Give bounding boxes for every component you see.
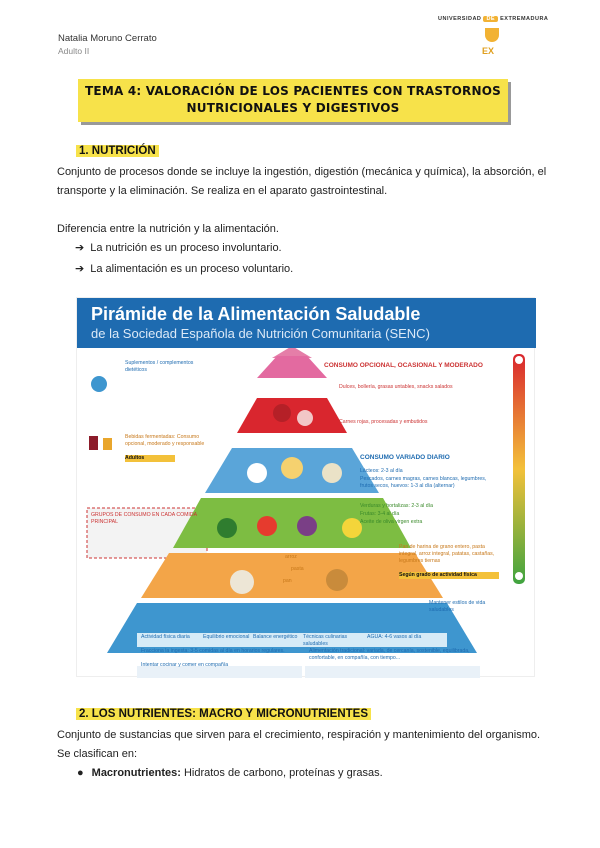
banana-icon [342,518,362,538]
milk-icon [247,463,267,483]
list-item [77,767,383,779]
base-label-4: Técnicas culinarias saludables [303,634,348,647]
label-consumo-opcional: CONSUMO OPCIONAL, OCASIONAL Y MODERADO [324,362,483,369]
label-dulces: Dulces, bollería, grasas untables, snacks salados [339,384,453,390]
course-name: Adulto II [58,46,90,56]
bottom-right-box [305,666,480,678]
label-pescados: Pescados, carnes magras, carnes blancas, legumbres, frutos secos, huevos: 1-3 al día (alternar) [360,476,487,489]
logo-text-left: UNIVERSIDAD [438,16,482,22]
section-heading-nutricion: 1. NUTRICIÓN [76,145,159,157]
logo-u-shape [485,28,499,42]
bullet-text: Hidratos de carbono, proteínas y grasas. [180,767,383,779]
pan-tag-pan: pan [283,578,292,584]
label-actividad: Según grado de actividad física [399,572,499,579]
frequency-gradient-bar [513,354,525,584]
section2-para-line1: Conjunto de sustancias que sirven para el crecimiento, respiración y mantenimiento del organismo. [57,729,541,741]
gradient-top-icon [515,356,523,364]
section2-paragraph [57,726,557,764]
meat-icon [273,404,291,422]
university-logo [438,16,556,70]
label-bebidas: Bebidas fermentadas: Consumo opcional, moderado y responsable [125,434,205,447]
tier-carnes [237,398,347,433]
author-block [58,33,157,57]
bottom-left-text-1: Fracciona la ingesta: 3-5 comidas al día en horarios regulares. [141,648,285,654]
label-pan: Pan de harina de grano entero, pasta integral, arroz integral, patatas, castañas, legumbres tiernas [399,544,495,564]
logo-text-right: EXTREMADURA [500,16,549,22]
wine-glass-icon [89,436,98,450]
label-carnes: Carnes rojas, procesadas y embutidos [339,419,428,425]
label-frutas: Frutas: 3-4 al día [360,511,400,517]
broccoli-icon [217,518,237,538]
bottom-right-text: Alimentación tradicional: variada, de cercanía, sostenible, equilibrada, confortable, en compañía, con tiempo... [309,648,470,661]
pan-tag-pasta: pasta [291,566,304,572]
tomato-icon [257,516,277,536]
title-line-1: TEMA 4: VALORACIÓN DE LOS PACIENTES CON TRASTORNOS [85,84,501,98]
author-name: Natalia Moruno Cerrato [58,33,157,44]
pan-tag-arroz: arroz [285,554,297,560]
arrow-icon: ➔ [75,241,85,254]
section2-para-line2: Se clasifican en: [57,748,138,760]
logo-ex: EX [482,46,495,56]
bullet-label: Macronutrientes: [91,767,181,779]
section1-diff: Diferencia entre la nutrición y la alimentación. [57,223,279,235]
gradient-bottom-icon [515,572,523,580]
arrow-icon: ➔ [75,262,85,275]
logo-text-mid: DE [483,16,498,22]
section-heading-nutrientes: 2. LOS NUTRIENTES: MACRO Y MICRONUTRIENTES [76,708,371,720]
title-line-2: NUTRICIONALES Y DIGESTIVOS [186,101,400,115]
base-label-1: Actividad física diaria [141,634,190,640]
bottom-left-text-2: Intentar cocinar y comer en compañía [141,662,229,668]
label-suplementos: Suplementos / complementos dietéticos [125,360,194,373]
label-verduras: Verduras y hortalizas: 2-3 al día [360,503,433,509]
list-item [75,241,282,254]
pyramid-title: Pirámide de la Alimentación Saludable [91,304,421,324]
base-label-2: Equilibrio emocional [203,634,250,640]
grapes-icon [297,516,317,536]
label-agua: Mantener estilos de vida saludables [429,600,486,613]
bullet-icon: ● [77,767,84,779]
base-label-5: AGUA: 4-6 vasos al día [367,634,422,640]
pyramid-header [77,298,536,348]
pasta-icon [230,570,254,594]
label-adultos: Adultos [125,455,175,462]
section1-paragraph [57,163,557,201]
document-title [78,79,508,122]
cheese-icon [281,457,303,479]
list-item-text: La nutrición es un proceso involuntario. [90,242,282,254]
tier-dulces [257,356,327,378]
section1-para-line1: Conjunto de procesos donde se incluye la ingestión, digestión (mecánica y química), la absorción, el [57,166,547,178]
beer-glass-icon [103,438,112,450]
bread-icon [326,569,348,591]
label-aceite: Aceite de oliva virgen extra [360,519,423,525]
sausage-icon [297,410,313,426]
supplement-icon [91,376,107,392]
egg-icon [322,463,342,483]
logo-text [438,16,556,22]
food-pyramid-image [76,297,535,677]
section1-para-line2: transporte y la eliminación. Se realiza en el aparato gastrointestinal. [57,185,388,197]
label-lacteos: Lácteos: 2-3 al día [360,468,403,474]
base-label-3: Balance energético [253,634,298,640]
list-item [75,262,293,275]
list-item-text: La alimentación es un proceso voluntario. [90,263,294,275]
pyramid-subtitle: de la Sociedad Española de Nutrición Comunitaria (SENC) [91,326,430,341]
label-grupos: GRUPOS DE CONSUMO EN CADA COMIDA PRINCIPAL [91,512,197,525]
label-consumo-diario: CONSUMO VARIADO DIARIO [360,454,450,461]
